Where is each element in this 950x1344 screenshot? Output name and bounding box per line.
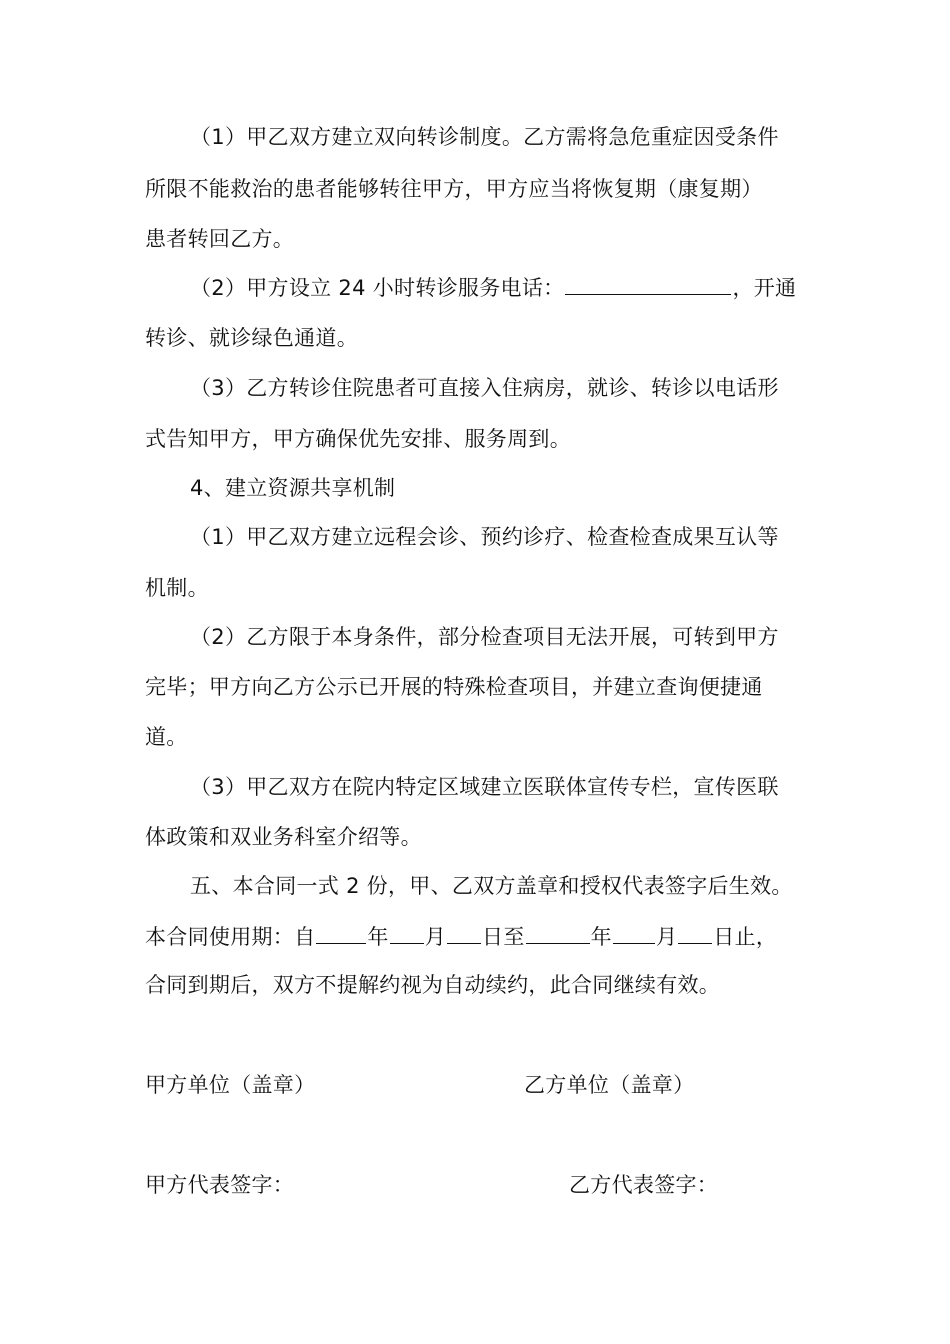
clause-3-1-line-3: 患者转回乙方。 (145, 227, 295, 251)
phone-blank (565, 272, 731, 295)
section-5-line-1: 五、本合同一式 2 份，甲、乙双方盖章和授权代表签字后生效。 (190, 874, 793, 898)
clause-3-2-line-2: 转诊、就诊绿色通道。 (145, 326, 358, 350)
auto-renewal-line: 合同到期后，双方不提解约视为自动续约，此合同继续有效。 (145, 973, 721, 997)
party-a-unit-label: 甲方单位（盖章） (145, 1073, 316, 1097)
term-day-1: 日至 (482, 925, 525, 949)
clause-3-3-line-2: 式告知甲方，甲方确保优先安排、服务周到。 (145, 427, 571, 451)
clause-4-2-line-1: （2）乙方限于本身条件，部分检查项目无法开展，可转到甲方 (190, 625, 779, 649)
clause-3-1-line-2: 所限不能救治的患者能够转往甲方，甲方应当将恢复期（康复期） (145, 177, 763, 201)
term-month-1: 月 (424, 925, 447, 949)
start-year-blank (316, 921, 366, 944)
party-b-rep-label: 乙方代表签字： (569, 1173, 719, 1197)
section-4-heading: 4、建立资源共享机制 (190, 476, 396, 500)
start-day-blank (447, 921, 481, 944)
clause-3-1-line-1: （1）甲乙双方建立双向转诊制度。乙方需将急危重症因受条件 (190, 125, 779, 149)
clause-4-2-line-3: 道。 (145, 725, 188, 749)
term-prefix: 本合同使用期：自 (145, 925, 316, 949)
term-year-2: 年 (590, 925, 612, 949)
clause-3-2-suffix: ，开通 (732, 276, 797, 300)
end-day-blank (678, 921, 712, 944)
end-month-blank (613, 921, 655, 944)
clause-3-2-text: （2）甲方设立 24 小时转诊服务电话： (190, 276, 565, 300)
end-year-blank (526, 921, 590, 944)
term-year-1: 年 (367, 925, 389, 949)
contract-term-line (145, 921, 777, 952)
term-day-2: 日止， (713, 925, 778, 949)
clause-4-3-line-2: 体政策和双业务科室介绍等。 (145, 825, 422, 849)
party-b-unit-label: 乙方单位（盖章） (524, 1073, 695, 1097)
clause-3-2-line-1 (190, 272, 796, 303)
start-month-blank (390, 921, 424, 944)
clause-4-1-line-2: 机制。 (145, 576, 209, 600)
clause-3-3-line-1: （3）乙方转诊住院患者可直接入住病房，就诊、转诊以电话形 (190, 376, 779, 400)
clause-4-3-line-1: （3）甲乙双方在院内特定区域建立医联体宣传专栏，宣传医联 (190, 775, 779, 799)
party-a-rep-label: 甲方代表签字： (145, 1173, 295, 1197)
clause-4-1-line-1: （1）甲乙双方建立远程会诊、预约诊疗、检查检查成果互认等 (190, 525, 779, 549)
clause-4-2-line-2: 完毕；甲方向乙方公示已开展的特殊检查项目，并建立查询便捷通 (145, 675, 763, 699)
term-month-2: 月 (655, 925, 678, 949)
